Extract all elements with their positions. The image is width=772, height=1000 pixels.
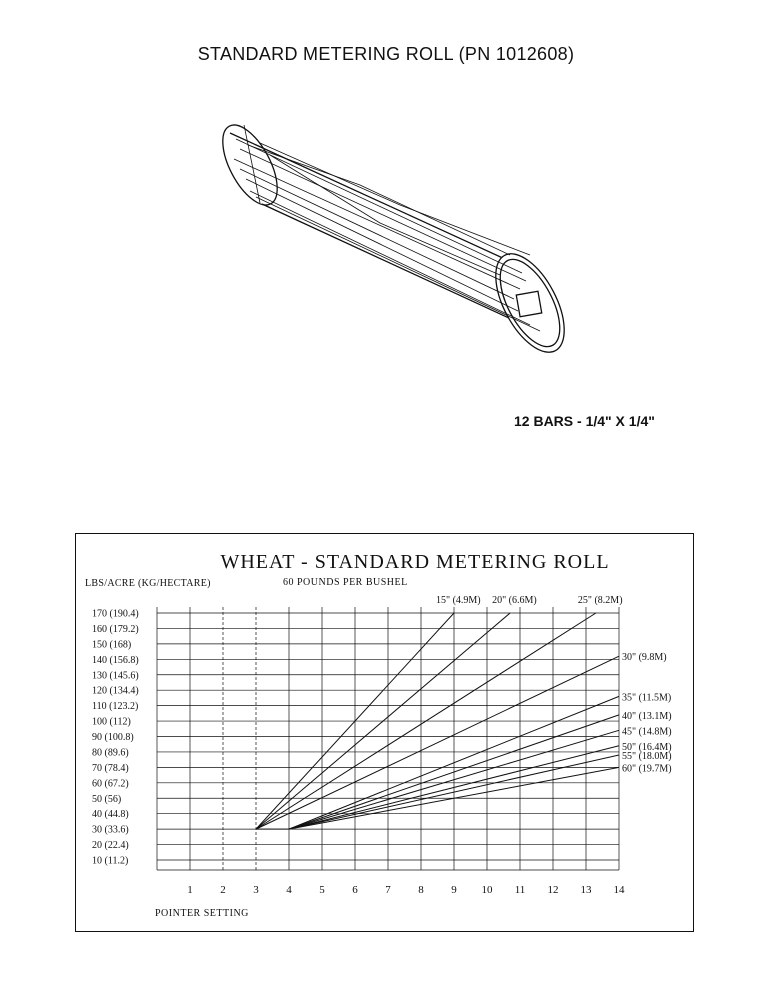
x-tick-label: 2 — [220, 884, 226, 896]
y-tick-label: 110 (123.2) — [92, 701, 139, 713]
y-tick-label: 60 (67.2) — [92, 778, 129, 790]
y-tick-label: 120 (134.4) — [92, 685, 139, 697]
series-label: 55" (18.0M) — [622, 751, 672, 763]
x-tick-label: 8 — [418, 884, 424, 896]
x-tick-label: 3 — [253, 884, 259, 896]
x-axis-label: POINTER SETTING — [155, 908, 249, 919]
x-tick-label: 1 — [187, 884, 193, 896]
x-tick-label: 7 — [385, 884, 391, 896]
x-tick-label: 6 — [352, 884, 358, 896]
y-tick-label: 70 (78.4) — [92, 762, 129, 774]
x-tick-label: 5 — [319, 884, 325, 896]
x-tick-label: 4 — [286, 884, 292, 896]
y-tick-label: 150 (168) — [92, 639, 132, 651]
y-tick-label: 90 (100.8) — [92, 732, 134, 743]
x-tick-label: 13 — [580, 884, 592, 896]
series-label: 40" (13.1M) — [622, 710, 672, 722]
chart-title: WHEAT - STANDARD METERING ROLL — [220, 551, 610, 573]
series-label: 20" (6.6M) — [492, 595, 537, 606]
series-label: 15" (4.9M) — [436, 595, 481, 606]
x-tick-label: 11 — [514, 884, 526, 896]
x-tick-label: 9 — [451, 884, 457, 896]
series-label: 50" (16.4M) — [622, 741, 672, 753]
metering-roll-illustration — [200, 105, 580, 375]
y-tick-label: 40 (44.8) — [92, 809, 129, 821]
y-tick-label: 30 (33.6) — [92, 824, 129, 836]
x-tick-label: 12 — [547, 884, 559, 896]
y-tick-label: 20 (22.4) — [92, 840, 129, 852]
y-tick-label: 100 (112) — [92, 716, 131, 728]
series-label: 60" (19.7M) — [622, 763, 672, 775]
y-tick-label: 170 (190.4) — [92, 608, 139, 620]
page-title: STANDARD METERING ROLL (PN 1012608) — [197, 44, 575, 64]
y-tick-label: 10 (11.2) — [92, 855, 129, 867]
y-tick-label: 130 (145.6) — [92, 670, 139, 682]
series-label: 35" (11.5M) — [622, 692, 672, 704]
y-axis-label: LBS/ACRE (KG/HECTARE) — [85, 578, 211, 589]
chart-subtitle: 60 POUNDS PER BUSHEL — [283, 577, 408, 588]
chart-frame — [76, 534, 694, 932]
x-tick-label: 14 — [613, 884, 625, 896]
x-tick-label: 10 — [481, 884, 493, 896]
series-label: 25" (8.2M) — [577, 595, 623, 606]
series-label: 30" (9.8M) — [622, 652, 667, 664]
y-tick-label: 140 (156.8) — [92, 654, 139, 666]
y-tick-label: 160 (179.2) — [92, 623, 139, 635]
bars-spec-label: 12 BARS - 1/4" X 1/4" — [514, 413, 655, 429]
seeding-rate-chart — [75, 533, 695, 933]
y-tick-label: 50 (56) — [92, 793, 122, 805]
y-tick-label: 80 (89.6) — [92, 747, 129, 759]
series-label: 45" (14.8M) — [622, 726, 672, 738]
